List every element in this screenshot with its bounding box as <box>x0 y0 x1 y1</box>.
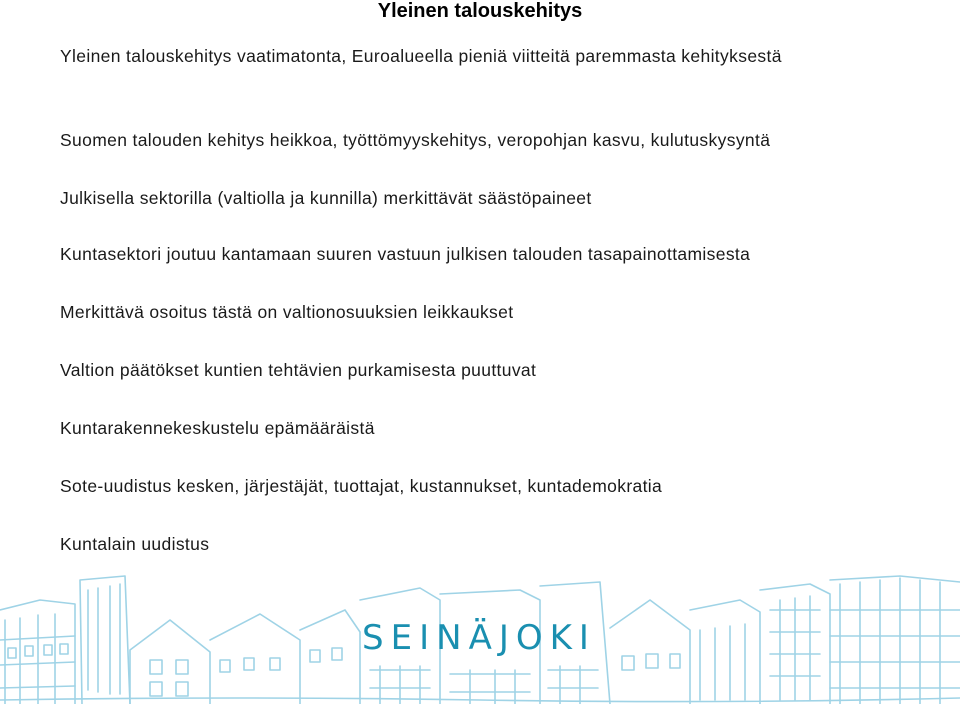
bullet-item: Suomen talouden kehitys heikkoa, työttömyyskehitys, veropohjan kasvu, kulutuskysyntä <box>60 130 771 150</box>
bullet-item: Yleinen talouskehitys vaatimatonta, Euroalueella pieniä viitteitä paremmasta kehityksestä <box>60 46 782 66</box>
bullet-item: Valtion päätökset kuntien tehtävien purkamisesta puuttuvat <box>60 360 537 380</box>
bullet-item: Kuntasektori joutuu kantamaan suuren vastuun julkisen talouden tasapainottamisesta <box>60 244 751 264</box>
city-logo <box>0 614 960 662</box>
slide-title: Yleinen talouskehitys <box>377 0 583 22</box>
bullet-item: Sote-uudistus kesken, järjestäjät, tuottajat, kustannukset, kuntademokratia <box>60 476 663 496</box>
bullet-item: Merkittävä osoitus tästä on valtionosuuksien leikkaukset <box>60 302 514 322</box>
bullet-item: Kuntalain uudistus <box>60 534 210 554</box>
bullet-item: Kuntarakennekeskustelu epämääräistä <box>60 418 375 438</box>
logo-text: SEINÄJOKI <box>362 618 596 658</box>
bullet-item: Julkisella sektorilla (valtiolla ja kunnilla) merkittävät säästöpaineet <box>60 188 592 208</box>
